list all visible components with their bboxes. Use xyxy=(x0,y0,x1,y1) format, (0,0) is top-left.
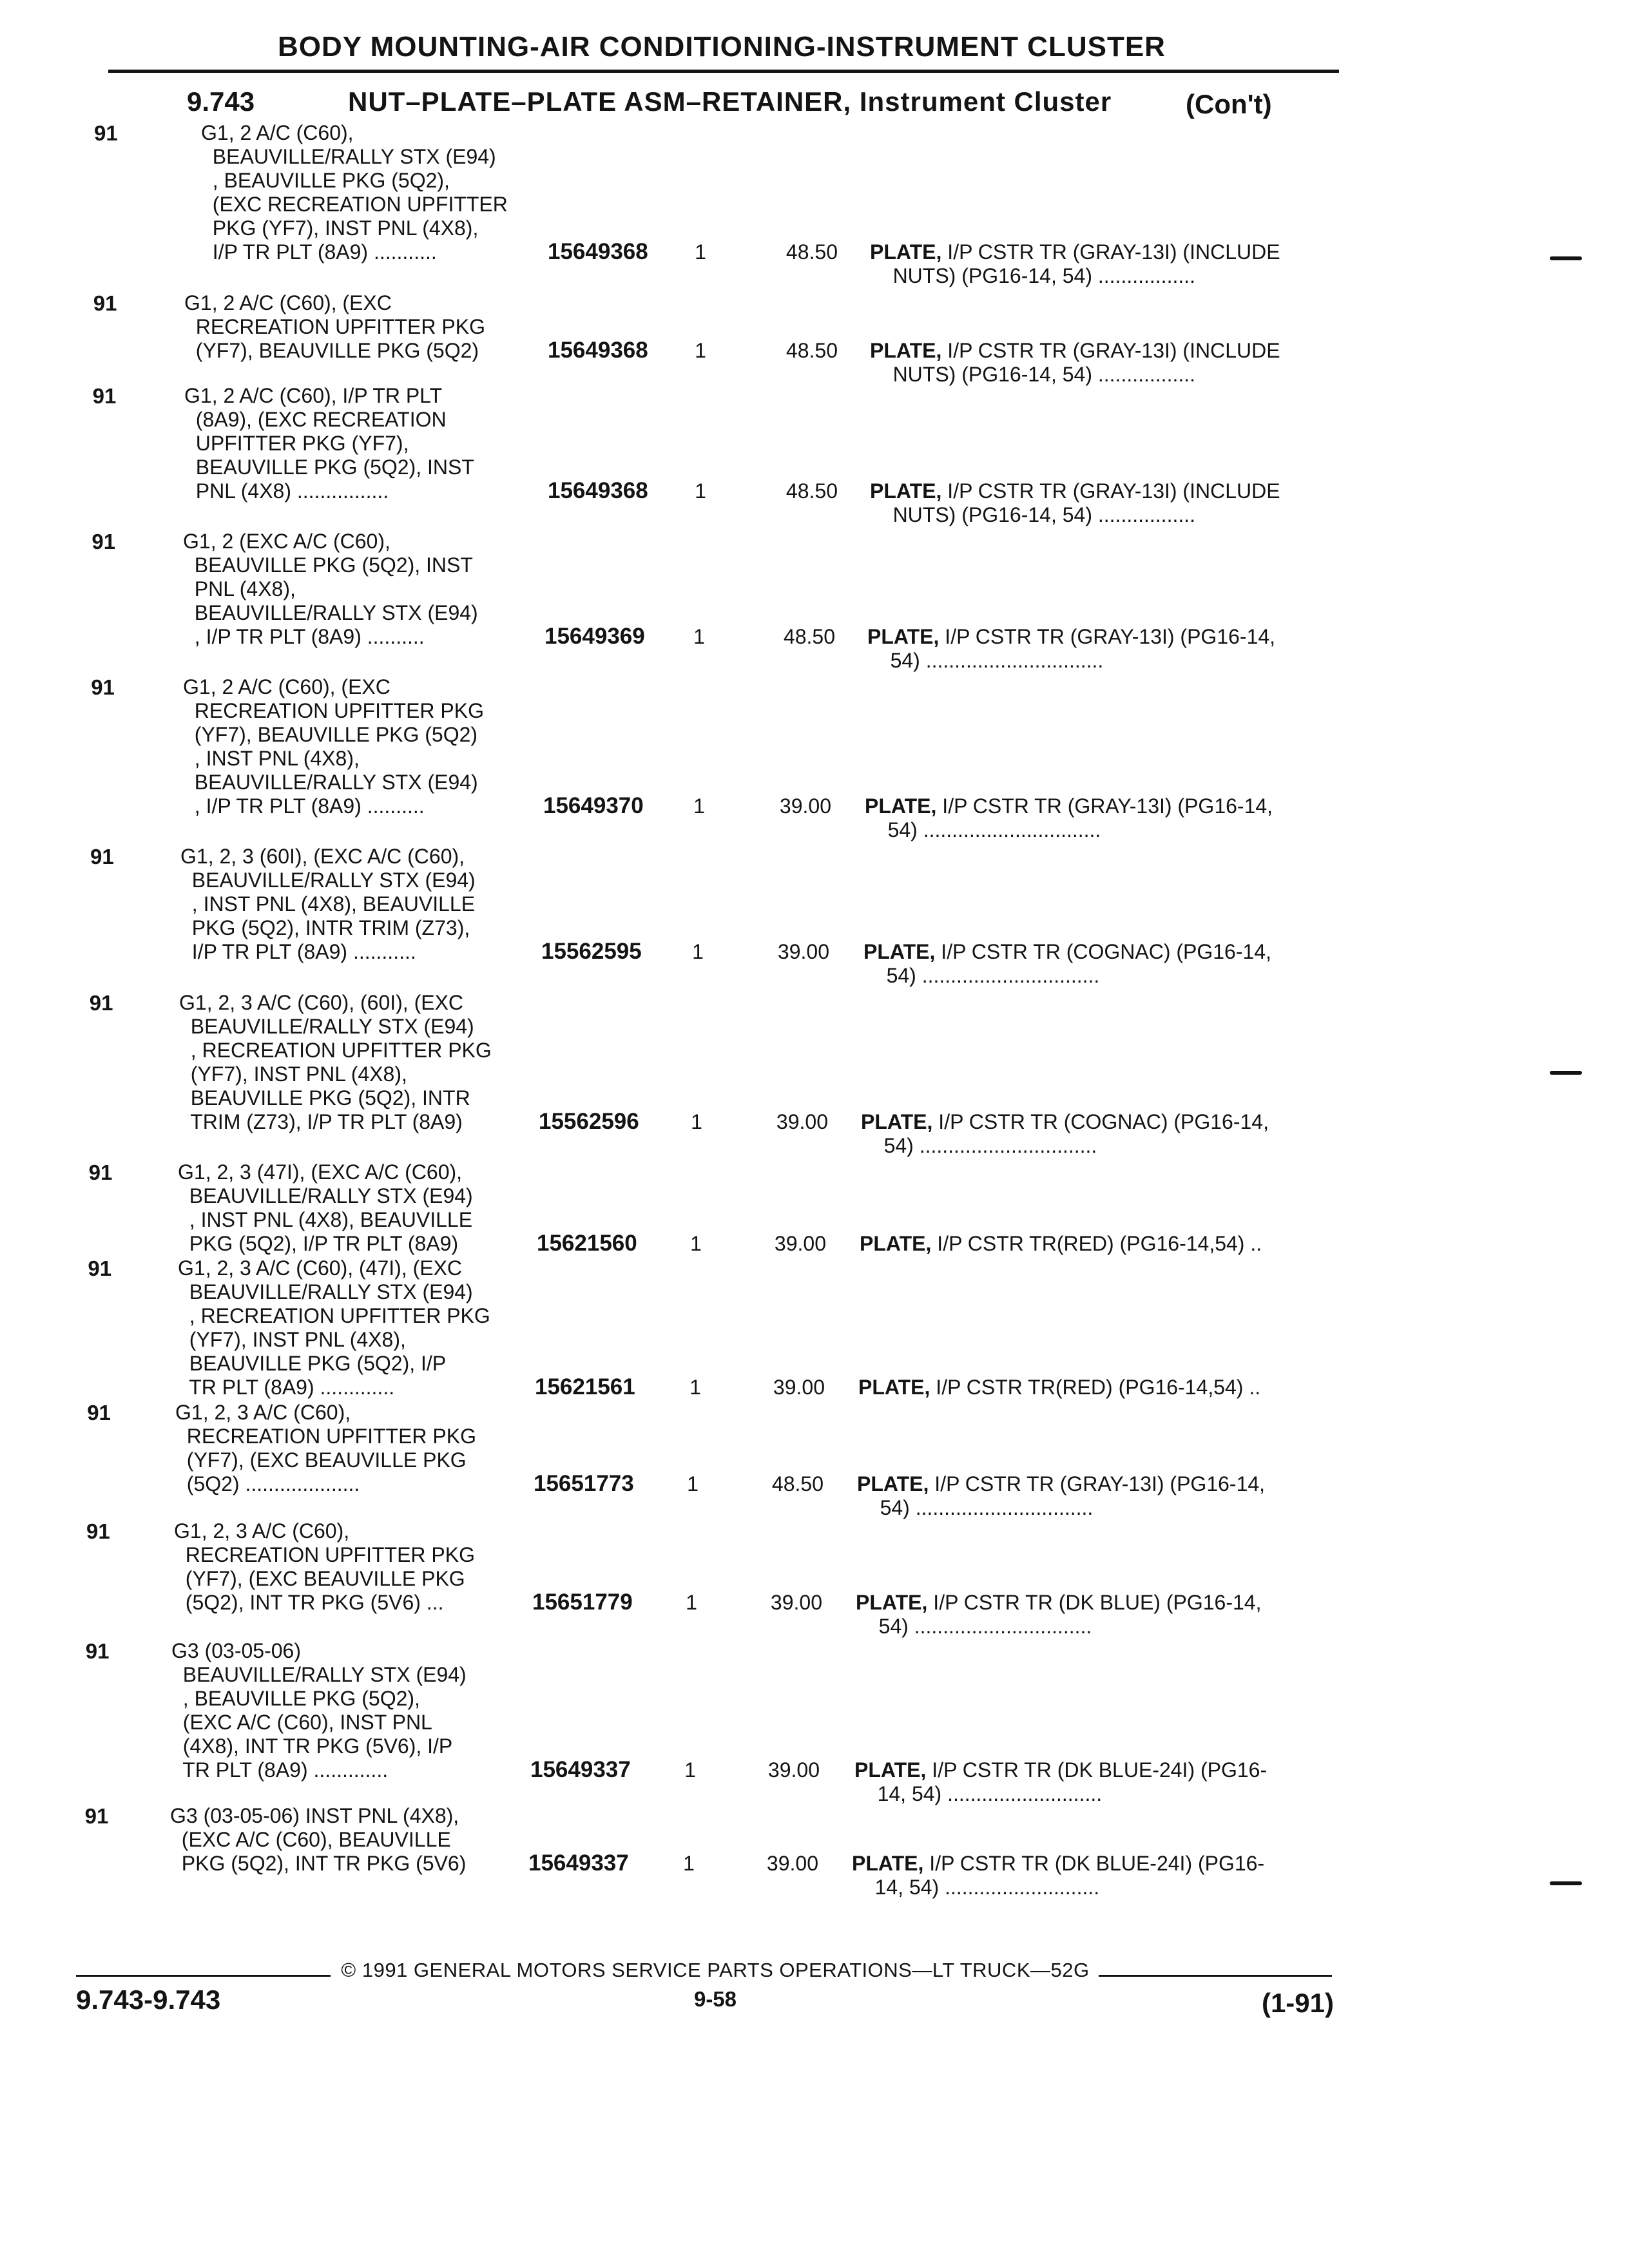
model-year: 91 xyxy=(90,845,114,869)
part-name xyxy=(858,1376,1335,1399)
quantity: 1 xyxy=(695,240,706,264)
usage-line: G1, 2 A/C (C60), (EXC xyxy=(183,675,390,698)
quantity: 1 xyxy=(691,1110,702,1133)
footer-page-number: 9-58 xyxy=(693,1987,737,2011)
usage-line: G1, 2, 3 A/C (C60), (60I), (EXC xyxy=(179,991,464,1014)
usage-line: PNL (4X8) ................ xyxy=(184,479,389,503)
price: 48.50 xyxy=(771,1472,824,1495)
usage-line: , I/P TR PLT (8A9) .......... xyxy=(183,794,425,818)
usage-description xyxy=(183,675,531,818)
usage-line: PKG (5Q2), INTR TRIM (Z73), xyxy=(180,916,470,939)
part-number: 15649368 xyxy=(548,239,648,264)
usage-description xyxy=(183,530,531,649)
usage-line: PKG (5Q2), INT TR PKG (5V6) xyxy=(170,1852,467,1875)
usage-line: BEAUVILLE PKG (5Q2), INTR xyxy=(179,1086,470,1110)
usage-line: (YF7), (EXC BEAUVILLE PKG xyxy=(175,1448,467,1472)
part-name-line: NUTS) (PG16-14, 54) ................. xyxy=(870,503,1196,526)
usage-line: G1, 2, 3 (47I), (EXC A/C (C60), xyxy=(178,1160,463,1184)
usage-line: BEAUVILLE/RALLY STX (E94) xyxy=(183,771,478,794)
usage-line: , BEAUVILLE PKG (5Q2), xyxy=(201,169,450,192)
usage-line: UPFITTER PKG (YF7), xyxy=(184,432,409,455)
part-name-keyword: PLATE, xyxy=(854,1758,927,1782)
usage-line: G1, 2, 3 A/C (C60), xyxy=(175,1401,351,1424)
section-continued: (Con't) xyxy=(1186,89,1272,119)
part-name xyxy=(863,940,1340,988)
part-number: 15649370 xyxy=(543,793,644,818)
usage-line: G1, 2 (EXC A/C (C60), xyxy=(183,530,390,553)
model-year: 91 xyxy=(92,384,117,408)
model-year: 91 xyxy=(91,675,115,699)
part-name xyxy=(856,1591,1333,1639)
price: 48.50 xyxy=(786,479,838,503)
part-name-detail: I/P CSTR TR (COGNAC) (PG16-14, xyxy=(935,940,1271,963)
quantity: 1 xyxy=(695,479,706,503)
usage-line: BEAUVILLE/RALLY STX (E94) xyxy=(178,1280,473,1303)
part-name xyxy=(867,625,1344,673)
quantity: 1 xyxy=(684,1758,696,1782)
part-name-detail: I/P CSTR TR (COGNAC) (PG16-14, xyxy=(932,1110,1269,1133)
part-name-line xyxy=(870,240,1347,264)
part-number: 15562596 xyxy=(539,1109,639,1134)
model-year: 91 xyxy=(94,121,118,145)
part-name-line: 54) ............................... xyxy=(867,649,1104,672)
usage-line: (EXC A/C (C60), INST PNL xyxy=(171,1711,432,1734)
usage-line: G1, 2 A/C (C60), I/P TR PLT xyxy=(184,384,443,407)
usage-line: BEAUVILLE/RALLY STX (E94) xyxy=(201,145,496,168)
page-header-title: BODY MOUNTING-AIR CONDITIONING-INSTRUMENT CLUSTER xyxy=(278,31,1166,62)
part-number: 15649337 xyxy=(530,1757,631,1782)
part-name xyxy=(857,1472,1334,1520)
usage-line: RECREATION UPFITTER PKG xyxy=(183,699,484,722)
usage-description xyxy=(184,291,532,363)
price: 39.00 xyxy=(766,1852,818,1875)
usage-line: BEAUVILLE PKG (5Q2), INST xyxy=(184,456,474,479)
quantity: 1 xyxy=(687,1472,699,1495)
usage-line: (8A9), (EXC RECREATION xyxy=(184,408,447,431)
usage-line: PNL (4X8), xyxy=(183,577,296,601)
model-year: 91 xyxy=(88,1160,113,1184)
part-number: 15649368 xyxy=(548,338,648,363)
usage-line: (YF7), INST PNL (4X8), xyxy=(179,1062,407,1086)
usage-description xyxy=(178,1160,526,1256)
part-number: 15651773 xyxy=(534,1471,634,1496)
part-name-line xyxy=(858,1376,1335,1399)
price: 39.00 xyxy=(774,1232,826,1255)
usage-line: BEAUVILLE/RALLY STX (E94) xyxy=(183,601,478,624)
part-name xyxy=(865,794,1342,842)
part-number: 15649337 xyxy=(528,1850,629,1876)
part-name-line xyxy=(860,1232,1336,1256)
model-year: 91 xyxy=(88,1256,112,1280)
usage-description xyxy=(175,1401,523,1496)
part-name-detail: I/P CSTR TR(RED) (PG16-14,54) .. xyxy=(930,1376,1261,1399)
usage-line: BEAUVILLE PKG (5Q2), I/P xyxy=(178,1352,447,1375)
section-heading xyxy=(187,86,1347,122)
part-number: 15649369 xyxy=(545,624,645,649)
part-name xyxy=(852,1852,1329,1899)
margin-mark xyxy=(1550,1881,1582,1885)
section-subtitle: Instrument Cluster xyxy=(859,86,1112,117)
part-name-keyword: PLATE, xyxy=(858,1376,930,1399)
footer-rule-left xyxy=(76,1975,331,1977)
usage-line: BEAUVILLE PKG (5Q2), INST xyxy=(183,553,473,577)
usage-line: RECREATION UPFITTER PKG xyxy=(175,1425,476,1448)
usage-line: I/P TR PLT (8A9) ........... xyxy=(201,240,437,264)
model-year: 91 xyxy=(85,1639,110,1663)
usage-line: , BEAUVILLE PKG (5Q2), xyxy=(171,1687,420,1710)
usage-line: (YF7), BEAUVILLE PKG (5Q2) xyxy=(184,339,479,362)
usage-line: (EXC A/C (C60), BEAUVILLE xyxy=(170,1828,451,1851)
part-name-line xyxy=(867,625,1344,649)
usage-line: (YF7), INST PNL (4X8), xyxy=(178,1328,406,1351)
footer-revision-date: (1-91) xyxy=(1261,1988,1334,2018)
quantity: 1 xyxy=(693,794,705,818)
usage-line: G1, 2, 3 A/C (C60), xyxy=(174,1519,350,1542)
margin-mark xyxy=(1550,1071,1582,1075)
part-name-line xyxy=(857,1472,1334,1496)
part-name-keyword: PLATE, xyxy=(856,1591,928,1614)
part-name-line: 54) ............................... xyxy=(863,964,1100,987)
part-name-detail: I/P CSTR TR(RED) (PG16-14,54) .. xyxy=(931,1232,1262,1255)
part-name-keyword: PLATE, xyxy=(863,940,936,963)
part-number: 15651779 xyxy=(532,1590,633,1615)
usage-line: , INST PNL (4X8), xyxy=(183,747,360,770)
usage-description xyxy=(178,1256,526,1399)
part-name-detail: I/P CSTR TR (GRAY-13I) (INCLUDE xyxy=(941,339,1280,362)
usage-line: (4X8), INT TR PKG (5V6), I/P xyxy=(171,1735,453,1758)
part-name-line xyxy=(870,479,1347,503)
usage-line: (EXC RECREATION UPFITTER xyxy=(201,193,508,216)
part-name xyxy=(870,339,1347,387)
part-name xyxy=(860,1232,1336,1256)
quantity: 1 xyxy=(690,1232,702,1255)
usage-description xyxy=(201,121,549,264)
price: 39.00 xyxy=(776,1110,828,1133)
usage-line: BEAUVILLE/RALLY STX (E94) xyxy=(171,1663,467,1686)
part-name-line: NUTS) (PG16-14, 54) ................. xyxy=(870,363,1196,386)
usage-line: G3 (03-05-06) INST PNL (4X8), xyxy=(170,1804,459,1827)
header-rule xyxy=(108,70,1339,73)
part-name-detail: I/P CSTR TR (GRAY-13I) (INCLUDE xyxy=(941,479,1280,503)
part-name-keyword: PLATE, xyxy=(867,625,940,648)
part-name-keyword: PLATE, xyxy=(860,1232,932,1255)
usage-line: G1, 2 A/C (C60), (EXC xyxy=(184,291,392,314)
usage-line: (5Q2) .................... xyxy=(175,1472,360,1495)
part-number: 15562595 xyxy=(541,939,642,964)
price: 39.00 xyxy=(779,794,831,818)
part-name-detail: I/P CSTR TR (DK BLUE-24I) (PG16- xyxy=(923,1852,1265,1875)
quantity: 1 xyxy=(683,1852,695,1875)
part-name-line xyxy=(861,1110,1338,1134)
part-name-detail: I/P CSTR TR (DK BLUE) (PG16-14, xyxy=(927,1591,1262,1614)
part-name-detail: I/P CSTR TR (DK BLUE-24I) (PG16- xyxy=(926,1758,1268,1782)
part-name-detail: I/P CSTR TR (GRAY-13I) (INCLUDE xyxy=(941,240,1280,264)
part-number: 15649368 xyxy=(548,478,648,503)
price: 39.00 xyxy=(770,1591,822,1614)
part-name-keyword: PLATE, xyxy=(870,339,942,362)
usage-line: G3 (03-05-06) xyxy=(171,1639,301,1662)
usage-line: BEAUVILLE/RALLY STX (E94) xyxy=(180,869,476,892)
footer-copyright: © 1991 GENERAL MOTORS SERVICE PARTS OPERATIONS—LT TRUCK—52G xyxy=(341,1959,1090,1981)
price: 48.50 xyxy=(783,625,835,648)
part-name xyxy=(861,1110,1338,1158)
footer-rule-right xyxy=(1099,1975,1332,1977)
section-title xyxy=(348,86,1112,117)
usage-line: (YF7), BEAUVILLE PKG (5Q2) xyxy=(183,723,478,746)
model-year: 91 xyxy=(87,1401,111,1425)
part-name-line xyxy=(865,794,1342,818)
usage-line: TRIM (Z73), I/P TR PLT (8A9) xyxy=(179,1110,463,1133)
usage-line: RECREATION UPFITTER PKG xyxy=(174,1543,475,1566)
part-name-detail: I/P CSTR TR (GRAY-13I) (PG16-14, xyxy=(939,625,1276,648)
quantity: 1 xyxy=(692,940,704,963)
part-name-line: 54) ............................... xyxy=(856,1615,1092,1638)
part-name-keyword: PLATE, xyxy=(857,1472,929,1495)
part-name-line: 54) ............................... xyxy=(861,1134,1097,1157)
price: 48.50 xyxy=(786,339,838,362)
usage-line: G1, 2 A/C (C60), xyxy=(201,121,354,144)
part-name-detail: I/P CSTR TR (GRAY-13I) (PG16-14, xyxy=(929,1472,1266,1495)
usage-line: I/P TR PLT (8A9) ........... xyxy=(180,940,416,963)
part-name-line: NUTS) (PG16-14, 54) ................. xyxy=(870,264,1196,287)
part-number: 15621561 xyxy=(535,1374,635,1399)
usage-description xyxy=(180,845,528,964)
part-name-keyword: PLATE, xyxy=(870,479,942,503)
quantity: 1 xyxy=(693,625,705,648)
part-name-line: 14, 54) ........................... xyxy=(852,1876,1100,1899)
usage-line: TR PLT (8A9) ............. xyxy=(178,1376,395,1399)
usage-line: , INST PNL (4X8), BEAUVILLE xyxy=(180,892,476,916)
price: 39.00 xyxy=(777,940,829,963)
model-year: 91 xyxy=(93,291,117,315)
part-name xyxy=(870,479,1347,527)
part-name-keyword: PLATE, xyxy=(852,1852,924,1875)
usage-line: , I/P TR PLT (8A9) .......... xyxy=(183,625,425,648)
usage-line: TR PLT (8A9) ............. xyxy=(171,1758,389,1782)
section-title-main: NUT–PLATE–PLATE ASM–RETAINER, xyxy=(348,86,852,117)
part-name-line: 54) ............................... xyxy=(857,1496,1094,1519)
part-name-keyword: PLATE, xyxy=(865,794,937,818)
part-name-line xyxy=(856,1591,1333,1615)
usage-description xyxy=(170,1804,518,1876)
part-name-keyword: PLATE, xyxy=(870,240,942,264)
usage-line: G1, 2, 3 (60I), (EXC A/C (C60), xyxy=(180,845,465,868)
usage-line: RECREATION UPFITTER PKG xyxy=(184,315,485,338)
model-year: 91 xyxy=(86,1519,110,1543)
section-number: 9.743 xyxy=(187,86,255,117)
part-name xyxy=(870,240,1347,288)
part-name xyxy=(854,1758,1331,1806)
quantity: 1 xyxy=(695,339,706,362)
model-year: 91 xyxy=(89,991,113,1015)
part-name-line xyxy=(852,1852,1329,1876)
usage-line: PKG (YF7), INST PNL (4X8), xyxy=(201,216,479,240)
quantity: 1 xyxy=(686,1591,697,1614)
usage-description xyxy=(171,1639,519,1782)
price: 39.00 xyxy=(767,1758,820,1782)
usage-description xyxy=(184,384,532,503)
usage-description xyxy=(174,1519,522,1615)
usage-line: (5Q2), INT TR PKG (5V6) ... xyxy=(174,1591,444,1614)
part-number: 15621560 xyxy=(537,1231,637,1256)
part-name-detail: I/P CSTR TR (GRAY-13I) (PG16-14, xyxy=(936,794,1273,818)
usage-line: , INST PNL (4X8), BEAUVILLE xyxy=(178,1208,473,1231)
model-year: 91 xyxy=(92,530,116,553)
usage-line: , RECREATION UPFITTER PKG xyxy=(179,1039,492,1062)
model-year: 91 xyxy=(84,1804,109,1828)
part-name-line xyxy=(863,940,1340,964)
part-name-line: 54) ............................... xyxy=(865,818,1101,841)
quantity: 1 xyxy=(689,1376,701,1399)
price: 39.00 xyxy=(773,1376,825,1399)
margin-mark xyxy=(1550,256,1582,260)
usage-line: PKG (5Q2), I/P TR PLT (8A9) xyxy=(178,1232,459,1255)
part-name-line: 14, 54) ........................... xyxy=(854,1782,1103,1805)
part-name-line xyxy=(870,339,1347,363)
part-name-keyword: PLATE, xyxy=(861,1110,933,1133)
usage-line: G1, 2, 3 A/C (C60), (47I), (EXC xyxy=(178,1256,463,1280)
usage-line: , RECREATION UPFITTER PKG xyxy=(178,1304,490,1327)
usage-line: BEAUVILLE/RALLY STX (E94) xyxy=(178,1184,473,1207)
usage-line: BEAUVILLE/RALLY STX (E94) xyxy=(179,1015,474,1038)
footer-section-range: 9.743-9.743 xyxy=(76,1984,221,2015)
usage-line: (YF7), (EXC BEAUVILLE PKG xyxy=(174,1567,465,1590)
part-name-line xyxy=(854,1758,1331,1782)
price: 48.50 xyxy=(786,240,838,264)
usage-description xyxy=(179,991,527,1134)
